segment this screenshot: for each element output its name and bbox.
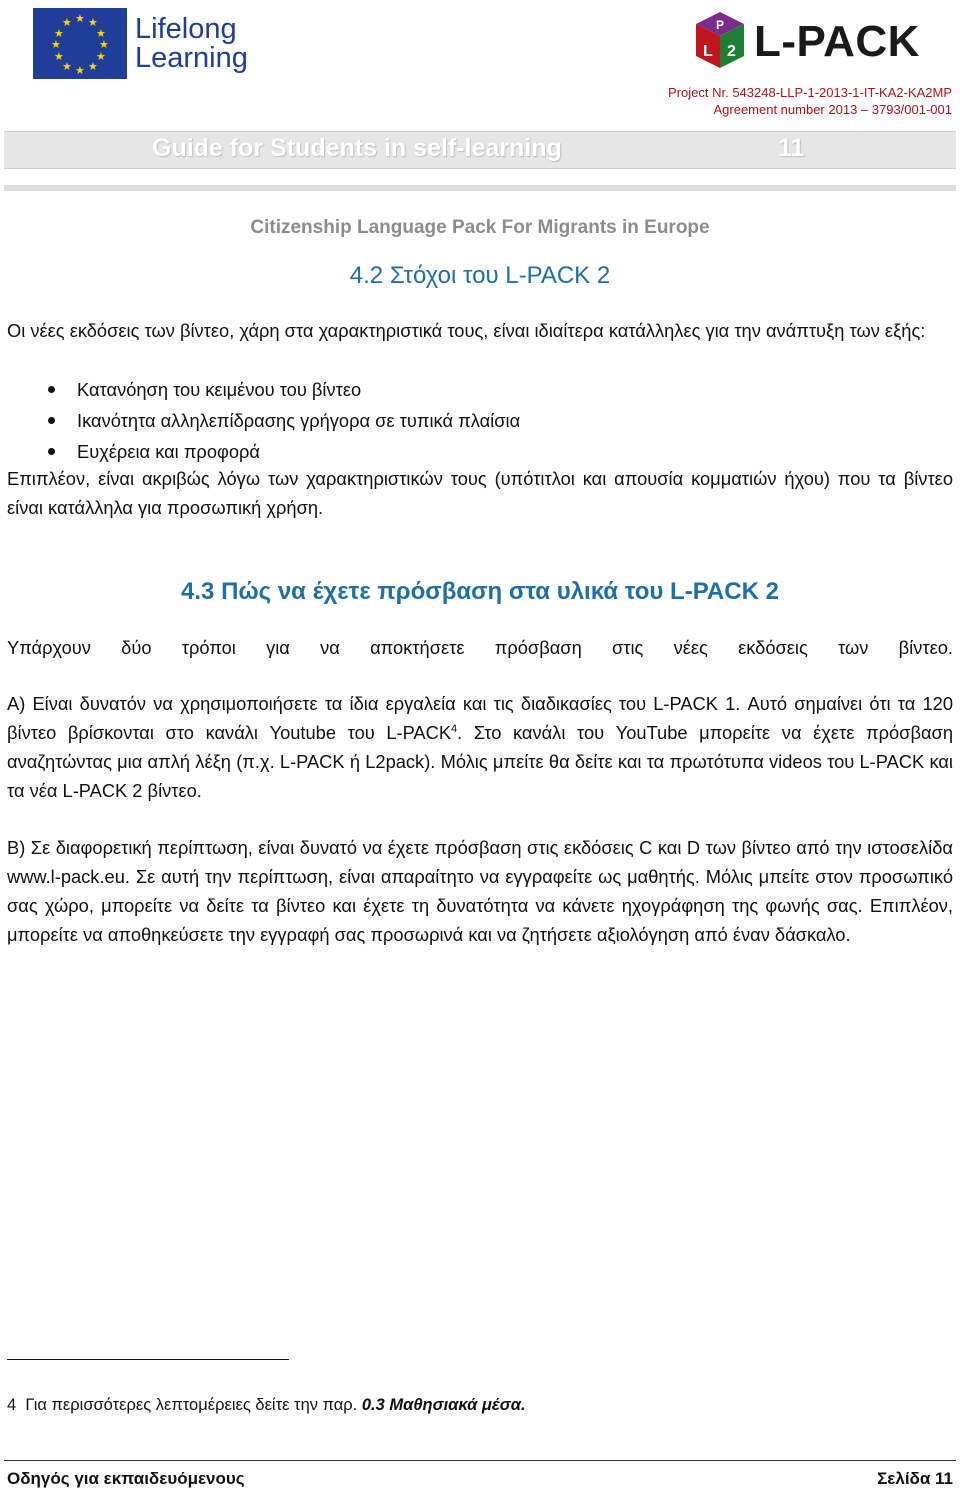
lpack-cube-icon: [688, 10, 752, 74]
logo-letter-p: P: [716, 18, 725, 32]
footnote-ref[interactable]: 4: [451, 722, 458, 735]
header-divider: [4, 185, 956, 191]
logo-line-2: Learning: [135, 41, 248, 74]
footnote-reference: 0.3 Μαθησιακά μέσα.: [361, 1396, 526, 1414]
footer-divider: [4, 1460, 956, 1461]
footnote-number: 4: [7, 1396, 17, 1414]
lpack-wordmark: L-PACK: [754, 17, 920, 66]
footnote-divider: [7, 1359, 289, 1360]
goals-list: [48, 374, 520, 467]
lifelong-learning-logo: [33, 8, 248, 79]
lpack-logo: [688, 10, 920, 74]
footer-doc-title: Οδηγός για εκπαιδευόμενους: [7, 1469, 245, 1488]
list-item: [48, 374, 520, 405]
bullet-icon: [48, 417, 55, 424]
paragraph-a-text-1: Α) Είναι δυνατόν να χρησιμοποιήσετε τα ίδια εργαλεία και τις διαδικασίες του L-PACK 1. Αυτό σημαίνει ότι τα 120 βίντεο βρίσκονται στο κανάλι Youtube του L-PACK: [7, 693, 953, 743]
footnote-text: Για περισσότερες λεπτομέρειες δείτε την παρ.: [25, 1396, 358, 1414]
agreement-number: Agreement number 2013 – 3793/001-001: [713, 102, 952, 117]
section-4-2-heading: 4.2 Στόχοι του L-PACK 2: [349, 262, 611, 289]
paragraph-a: [7, 689, 953, 805]
list-item: [48, 405, 520, 436]
list-item: [48, 436, 520, 467]
footer-page-number: Σελίδα 11: [877, 1469, 953, 1488]
logo-line-1: Lifelong: [135, 12, 237, 45]
section-4-2-intro: Οι νέες εκδόσεις των βίντεο, χάρη στα χαρακτηριστικά τους, είναι ιδιαίτερα κατάλληλες για την ανάπτυξη των εξής:: [7, 320, 926, 341]
list-item-text: Κατανόηση του κειμένου του βίντεο: [77, 379, 362, 400]
document-subtitle: Citizenship Language Pack For Migrants in Europe: [250, 217, 710, 238]
project-number: Project Nr. 543248-LLP-1-2013-1-IT-KA2-KA2MP: [668, 85, 952, 100]
guide-page-number: 11: [778, 134, 805, 162]
bullet-icon: [48, 386, 55, 393]
bullet-icon: [48, 448, 55, 455]
project-info: [668, 84, 952, 118]
guide-title: Guide for Students in self-learning: [152, 134, 562, 162]
list-item-text: Ευχέρεια και προφορά: [77, 441, 260, 462]
section-4-2-closing: Επιπλέον, είναι ακριβώς λόγω των χαρακτηριστικών τους (υπότιτλοι και απουσία κομματιών ήχου) που τα βίντεο είναι κατάλληλα για προσωπική χρήση.: [7, 468, 953, 518]
lifelong-learning-wordmark: [135, 12, 248, 74]
section-4-3-lead: Υπάρχουν δύο τρόποι για να αποκτήσετε πρόσβαση στις νέες εκδόσεις των βίντεο.: [7, 637, 953, 658]
paragraph-b: Β) Σε διαφορετική περίπτωση, είναι δυνατό να έχετε πρόσβαση στις εκδόσεις C και D των βίντεο από την ιστοσελίδα www.l-pack.eu. Σε αυτή την περίπτωση, είναι απαραίτητο να εγγραφείτε ως μαθητής. Μόλις μπείτε στον προσωπικό σας χώρο, μπορείτε να δείτε τα βίντεο και έχετε τη δυνατότητα να κάνετε ηχογράφηση της φωνής σας. Επιπλέον, μπορείτε να αποθηκεύσετε την εγγραφή σας προσωρινά και να ζητήσετε αξιολόγηση από έναν δάσκαλο.: [7, 837, 953, 945]
logo-letter-l: L: [703, 43, 713, 60]
eu-flag-icon: ★ ★ ★ ★ ★ ★ ★ ★ ★ ★ ★ ★: [33, 8, 127, 79]
footnote: [7, 1396, 526, 1415]
paragraph-a-text-2: . Στο κανάλι του YouTube μπορείτε να έχετε πρόσβαση αναζητώντας μια απλή λέξη (π.χ. L-PACK ή L2pack). Μόλις μπείτε θα δείτε και τα πρωτότυπα videos του L-PACK και τα νέα L-PACK 2 βίντεο.: [7, 722, 953, 801]
list-item-text: Ικανότητα αλληλεπίδρασης γρήγορα σε τυπικά πλαίσια: [77, 410, 521, 431]
section-4-3-heading: 4.3 Πώς να έχετε πρόσβαση στα υλικά του L-PACK 2: [181, 578, 779, 605]
logo-letter-2: 2: [727, 43, 736, 60]
